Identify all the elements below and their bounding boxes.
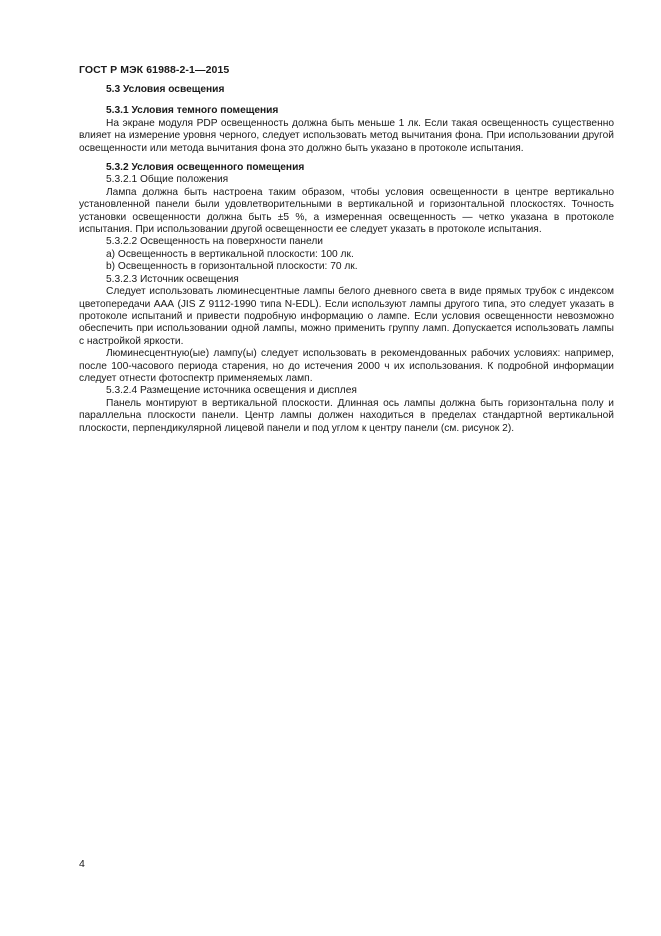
- section-5-3-1-paragraph: На экране модуля PDP освещенность должна быть меньше 1 лк. Если такая освещенность существенно влияет на измерение уровня черного, следует использовать метод вычитания фона. При использовании другой освещенности или метода вычитания фона это должно быть указано в протоколе испытания.: [79, 117, 614, 154]
- section-5-3-2-3-heading: 5.3.2.3 Источник освещения: [106, 273, 239, 285]
- section-5-3-2-4-heading: 5.3.2.4 Размещение источника освещения и дисплея: [106, 385, 357, 397]
- list-item-a: a) Освещенность в вертикальной плоскости: 100 лк.: [106, 248, 354, 260]
- section-5-3-2-2-heading: 5.3.2.2 Освещенность на поверхности панели: [106, 236, 323, 248]
- section-5-3-2-1-heading: 5.3.2.1 Общие положения: [106, 174, 229, 186]
- list-item-b: b) Освещенность в горизонтальной плоскости: 70 лк.: [106, 261, 358, 273]
- section-5-3-2-4-paragraph: Панель монтируют в вертикальной плоскости. Длинная ось лампы должна быть горизонтальна полу и параллельна плоскости панели. Центр лампы должен находиться в пределах стандартной вертикальной плоскости, перпендикулярной лицевой панели и под углом к центру панели (см. рисунок 2).: [79, 397, 614, 434]
- section-5-3-heading: 5.3 Условия освещения: [106, 84, 225, 95]
- section-5-3-2-heading: 5.3.2 Условия освещенного помещения: [106, 162, 305, 174]
- document-body: [79, 84, 614, 435]
- page-number: 4: [79, 858, 85, 870]
- section-5-3-2-3-paragraph-2: Люминесцентную(ые) лампу(ы) следует использовать в рекомендованных рабочих условиях: например, после 100-часового периода старения, но до истечения 2000 ч их использования. К подробной информации следует отнести фотоспектр применяемых ламп.: [79, 348, 614, 384]
- section-5-3-2-1-paragraph: Лампа должна быть настроена таким образом, чтобы условия освещенности в центре вертикально установленной панели были удовлетворительными в вертикальной и горизонтальной плоскостях. Точность установки освещенности должна быть ±5 %, а измеренная освещенность — четко указана в протоколе испытания. При использовании другой освещенности ее следует указать в протоколе испытания.: [79, 186, 614, 236]
- section-5-3-1-heading: 5.3.1 Условия темного помещения: [106, 105, 279, 117]
- section-5-3-2-3-paragraph-1: Следует использовать люминесцентные лампы белого дневного света в виде прямых трубок с индексом цветопередачи ААА (JIS Z 9112-1990 типа N-EDL). Если используют лампы другого типа, это следует указать в протоколе испытаний и привести подробную информацию о лампе. Если условия освещенности невозможно обеспечить при использовании одной лампы, можно применить группу ламп. Допускается использовать лампы с настройкой яркости.: [79, 286, 614, 347]
- document-header: ГОСТ Р МЭК 61988-2-1—2015: [79, 64, 230, 76]
